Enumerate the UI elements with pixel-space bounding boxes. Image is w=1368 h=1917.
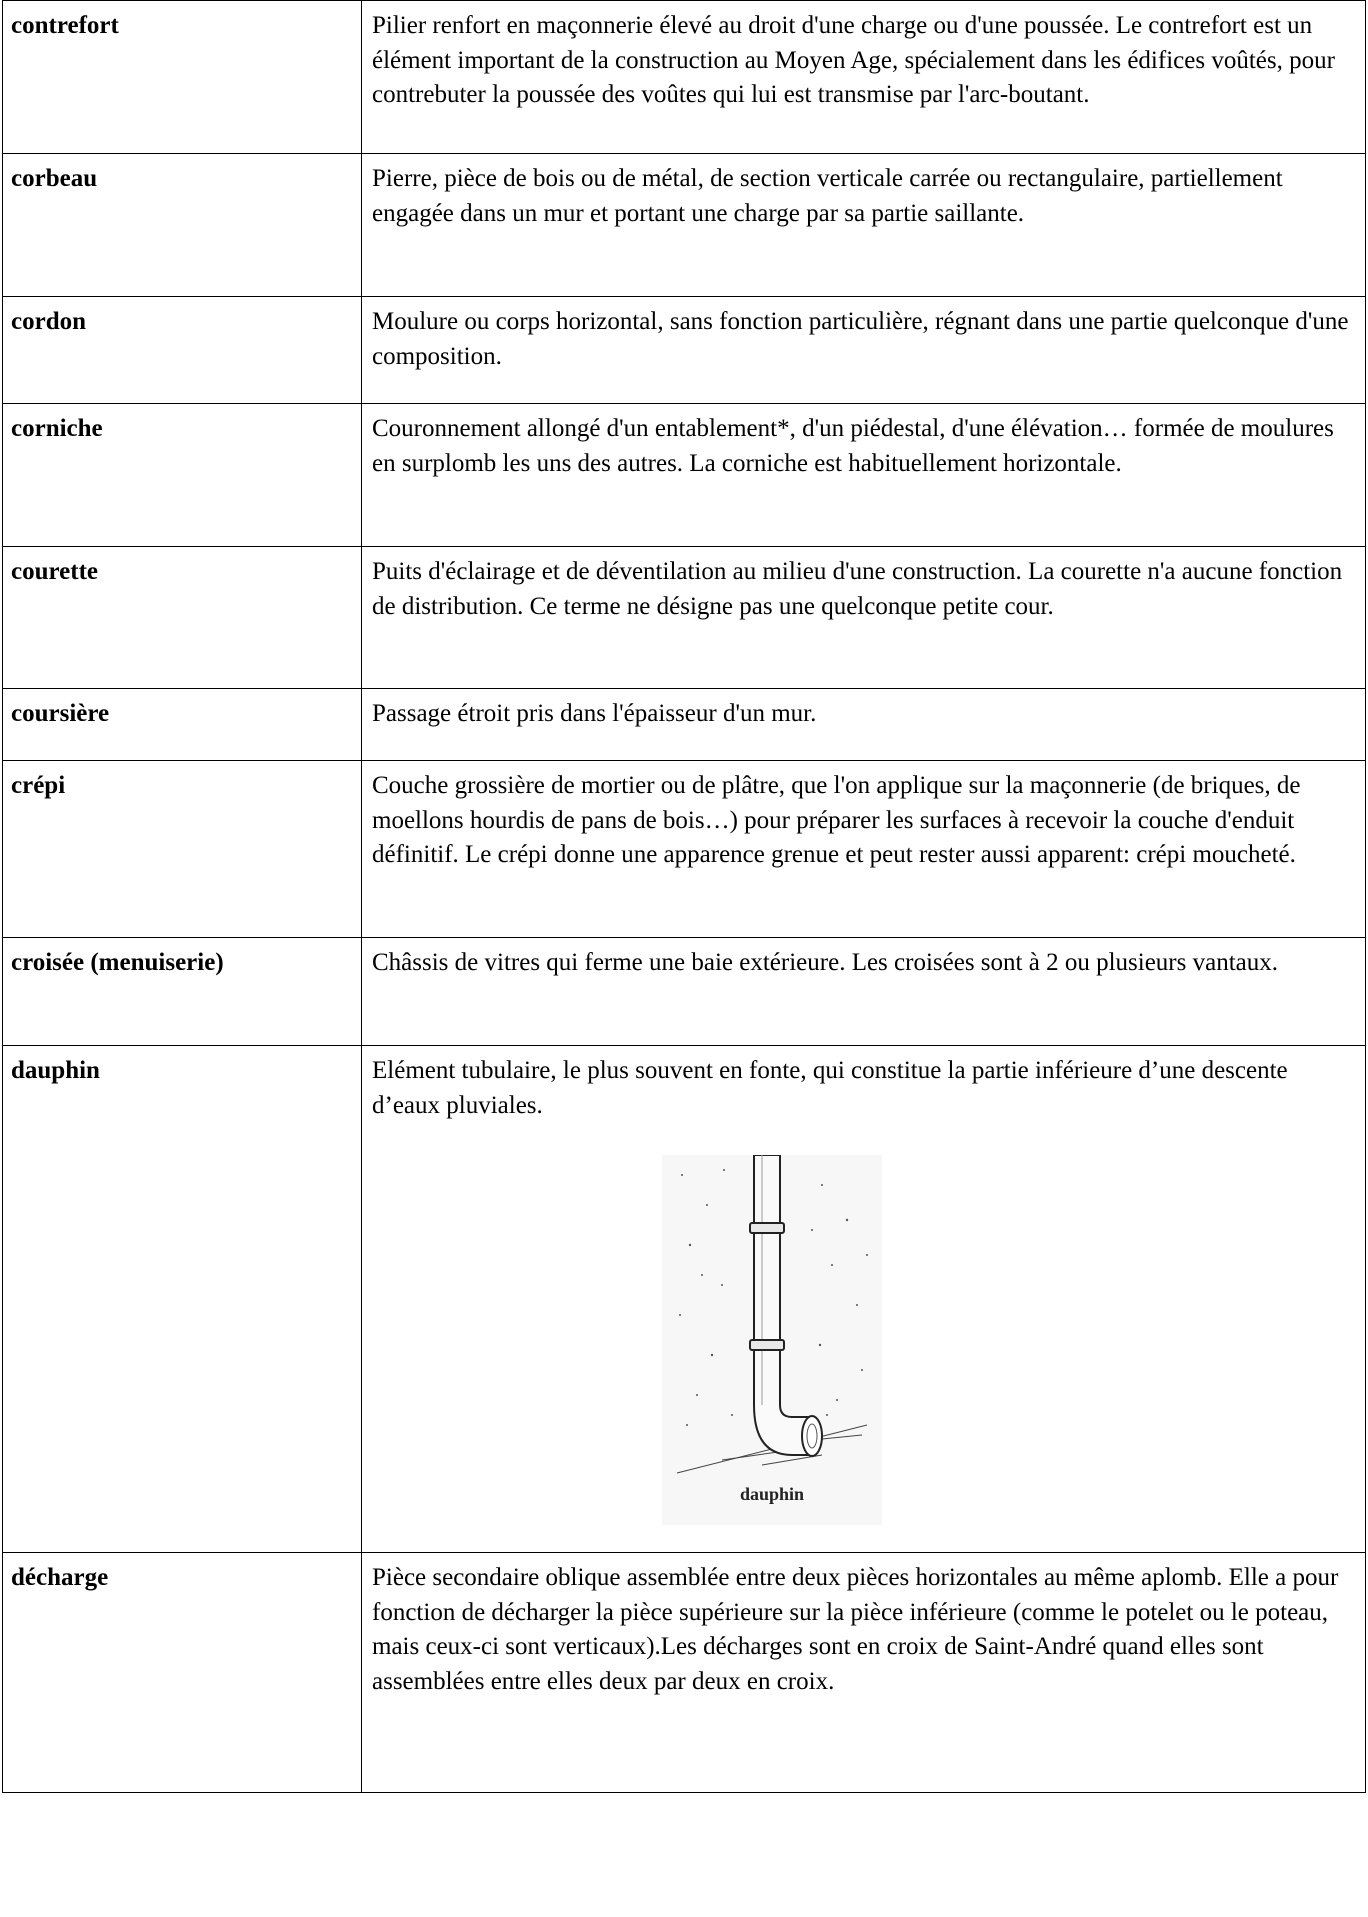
table-row [3,297,1366,404]
table-row [3,938,1366,1046]
figure-caption: dauphin [739,1483,805,1504]
term-cell: cordon [3,297,362,404]
definition-cell: Puits d'éclairage et de déventilation au milieu d'une construction. La courette n'a aucune fonction de distribution. Ce terme ne désigne pas une quelconque petite cour. [362,547,1366,689]
definition-cell: Pierre, pièce de bois ou de métal, de section verticale carrée ou rectangulaire, partiellement engagée dans un mur et portant une charge par sa partie saillante. [362,154,1366,297]
table-row [3,547,1366,689]
definition-cell: Couche grossière de mortier ou de plâtre, que l'on applique sur la maçonnerie (de briques, de moellons hourdis de pans de bois…) pour préparer les surfaces à recevoir la couche d'enduit définitif. Le crépi donne une apparence grenue et peut rester aussi apparent: crépi moucheté. [362,761,1366,938]
table-row [3,1,1366,154]
definition-cell: Pièce secondaire oblique assemblée entre deux pièces horizontales au même aplomb. Elle a pour fonction de décharger la pièce supérieure sur la pièce inférieure (comme le potelet ou le poteau, mais ceux-ci sont verticaux).Les décharges sont en croix de Saint-André quand elles sont assemblées entre elles deux par deux en croix. [362,1553,1366,1793]
definition-cell: Passage étroit pris dans l'épaisseur d'un mur. [362,689,1366,761]
definition-cell [362,1046,1366,1553]
table-row [3,154,1366,297]
table-row [3,1046,1366,1553]
term-cell: contrefort [3,1,362,154]
definition-cell: Moulure ou corps horizontal, sans fonction particulière, régnant dans une partie quelconque d'une composition. [362,297,1366,404]
definition-text: Elément tubulaire, le plus souvent en fonte, qui constitue la partie inférieure d’une descente d’eaux pluviales. [372,1057,1288,1119]
term-cell: crépi [3,761,362,938]
term-cell: corbeau [3,154,362,297]
table-row [3,1553,1366,1793]
glossary-table [2,0,1366,1793]
term-cell: corniche [3,404,362,547]
dauphin-drawing [662,1155,882,1525]
figure-container [372,1123,1351,1533]
term-cell: courette [3,547,362,689]
definition-cell: Couronnement allongé d'un entablement*, d'un piédestal, d'une élévation… formée de moulures en surplomb les uns des autres. La corniche est habituellement horizontale. [362,404,1366,547]
term-cell: coursière [3,689,362,761]
term-cell: croisée (menuiserie) [3,938,362,1046]
term-cell: dauphin [3,1046,362,1553]
table-row [3,761,1366,938]
term-cell: décharge [3,1553,362,1793]
dauphin-illustration [662,1155,882,1525]
definition-cell: Châssis de vitres qui ferme une baie extérieure. Les croisées sont à 2 ou plusieurs vantaux. [362,938,1366,1046]
table-row [3,404,1366,547]
table-row [3,689,1366,761]
definition-cell: Pilier renfort en maçonnerie élevé au droit d'une charge ou d'une poussée. Le contrefort est un élément important de la construction au Moyen Age, spécialement dans les édifices voûtés, pour contrebuter la poussée des voûtes qui lui est transmise par l'arc-boutant. [362,1,1366,154]
